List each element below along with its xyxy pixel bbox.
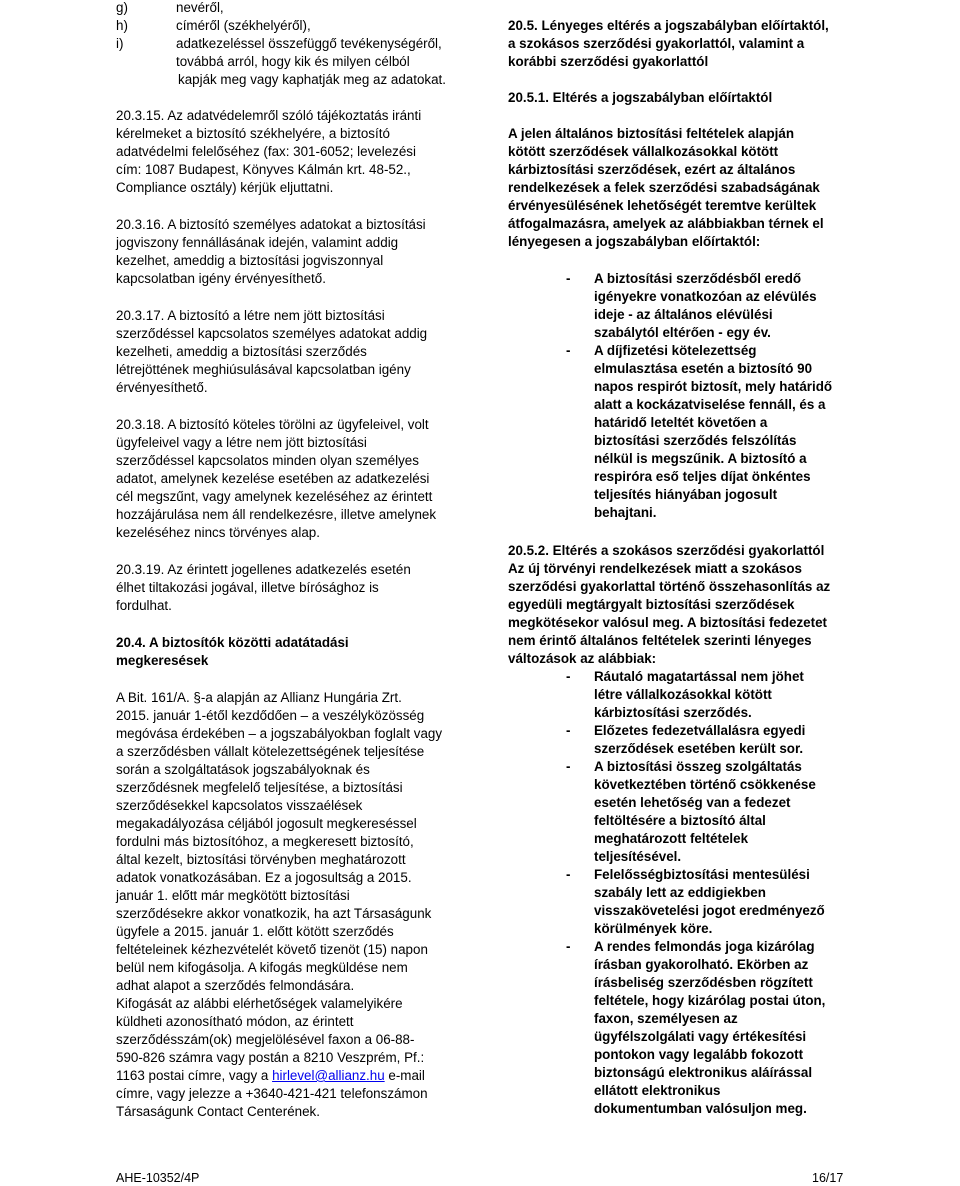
paragraph-line: A jelen általános biztosítási feltételek alapján bbox=[508, 126, 795, 141]
paragraph-line: Compliance osztály) kérjük eljuttatni. bbox=[116, 180, 334, 195]
bullet-line: Ráutaló magatartással nem jöhet bbox=[594, 669, 804, 684]
bullet-line: napos respirót biztosít, mely határidő bbox=[594, 379, 833, 394]
bullet-line: ügyfélszolgálati vagy értékesítési bbox=[594, 1029, 807, 1044]
bullet-dash: - bbox=[566, 343, 571, 358]
paragraph-line: adatok vonatkozásában. Ez a jogosultság a 2015. bbox=[116, 870, 412, 885]
bullet-line: írásban gyakorolható. Ekörben az bbox=[594, 957, 809, 972]
bullet-dash: - bbox=[566, 669, 571, 684]
paragraph-line: szerződéssel kapcsolatos minden olyan személyes bbox=[116, 453, 419, 468]
paragraph-text: 1163 postai címre, vagy a bbox=[116, 1068, 273, 1083]
paragraph-line: 20.3.16. A biztosító személyes adatokat a biztosítási bbox=[116, 217, 426, 232]
paragraph-line: A Bit. 161/A. §-a alapján az Allianz Hungária Zrt. bbox=[116, 690, 402, 705]
paragraph-line: 590-826 számra vagy postán a 8210 Veszprém, Pf.: bbox=[116, 1050, 425, 1065]
list-text: nevéről, bbox=[176, 0, 224, 15]
list-text: címéről (székhelyéről), bbox=[176, 18, 311, 33]
paragraph-line: ügyfele a 2015. január 1. előtt kötött szerződés bbox=[116, 924, 394, 939]
paragraph-line: kezeléséhez nincs törvényes alap. bbox=[116, 525, 320, 540]
bullet-line: esetén lehetőség van a fedezet bbox=[594, 795, 791, 810]
paragraph-line: kezelhet, ameddig a biztosítási jogviszonnyal bbox=[116, 253, 384, 268]
paragraph-line: feltételeinek kézhezvételét követő tizenöt (15) napon bbox=[116, 942, 428, 957]
email-link[interactable]: hirlevel@allianz.hu bbox=[272, 1068, 385, 1083]
paragraph-line: szerződésekre akkor vonatkozik, ha azt Társaságunk bbox=[116, 906, 432, 921]
bullet-line: elmulasztása esetén a biztosító 90 bbox=[594, 361, 813, 376]
bullet-line: teljesítés hiányában jogosult bbox=[594, 487, 778, 502]
bullet-line: ellátott elektronikus bbox=[594, 1083, 721, 1098]
paragraph-line: megóvása érdekében – a jogszabályokban foglalt vagy bbox=[116, 726, 443, 741]
paragraph-text: e-mail bbox=[384, 1068, 425, 1083]
paragraph-line: Társaságunk Contact Centerének. bbox=[116, 1104, 320, 1119]
paragraph-line: élhet tiltakozási jogával, illetve bírósághoz is bbox=[116, 580, 379, 595]
bullet-line: A rendes felmondás joga kizárólag bbox=[594, 939, 815, 954]
bullet-line: kárbiztosítási szerződés. bbox=[594, 705, 752, 720]
bullet-line: A biztosítási összeg szolgáltatás bbox=[594, 759, 802, 774]
paragraph-line: érvényesülésének lehetőségét teremtve kerültek bbox=[508, 198, 817, 213]
bullet-line: feltöltésére a biztosító által bbox=[594, 813, 766, 828]
bullet-dash: - bbox=[566, 867, 571, 882]
bullet-line: következtében történő csökkenése bbox=[594, 777, 816, 792]
list-text: kapják meg vagy kaphatják meg az adatokat. bbox=[178, 72, 446, 87]
paragraph-line: 20.3.18. A biztosító köteles törölni az ügyfeleivel, volt bbox=[116, 417, 429, 432]
paragraph-line: küldheti azonosítható módon, az érintett bbox=[116, 1014, 354, 1029]
paragraph-line: által kezelt, biztosítási törvényben meghatározott bbox=[116, 852, 406, 867]
heading-line: megkeresések bbox=[116, 653, 209, 668]
bullet-line: biztonságú elektronikus aláírással bbox=[594, 1065, 813, 1080]
paragraph-line: szerződésnek megfelelő teljesítése, a biztosítási bbox=[116, 780, 403, 795]
bullet-line: ideje - az általános elévülési bbox=[594, 307, 773, 322]
footer-page-number: 16/17 bbox=[812, 1171, 844, 1185]
paragraph-line: érvényesíthető. bbox=[116, 380, 208, 395]
paragraph-line: fordulni más biztosítóhoz, a megkeresett biztosító, bbox=[116, 834, 414, 849]
heading-line: 20.5. Lényeges eltérés a jogszabályban előírtaktól, bbox=[508, 18, 829, 33]
bullet-line: respiróra eső teljes díjat önkéntes bbox=[594, 469, 811, 484]
paragraph-line: Az új törvényi rendelkezések miatt a szokásos bbox=[508, 561, 802, 576]
paragraph-line: adatvédelmi felelőséhez (fax: 301-6052; levelezési bbox=[116, 144, 416, 159]
paragraph-line: a szerződésben vállalt kötelezettségének teljesítése bbox=[116, 744, 425, 759]
list-mark: i) bbox=[116, 36, 124, 51]
paragraph-line: 20.3.19. Az érintett jogellenes adatkezelés esetén bbox=[116, 562, 411, 577]
list-text: továbbá arról, hogy kik és milyen célból bbox=[176, 54, 410, 69]
paragraph-line: fordulhat. bbox=[116, 598, 172, 613]
bullet-line: Felelősségbiztosítási mentesülési bbox=[594, 867, 810, 882]
paragraph-line: 20.3.17. A biztosító a létre nem jött biztosítási bbox=[116, 308, 385, 323]
paragraph-line: jogviszony fennállásának idején, valamint addig bbox=[116, 235, 399, 250]
bullet-line: Előzetes fedezetvállalásra egyedi bbox=[594, 723, 806, 738]
paragraph-line: Kifogását az alábbi elérhetőségek valamelyikére bbox=[116, 996, 403, 1011]
bullet-line: szerződések esetében került sor. bbox=[594, 741, 804, 756]
paragraph-line: január 1. előtt már megkötött biztosítási bbox=[116, 888, 350, 903]
paragraph-line: hozzájárulása nem áll rendelkezésre, illetve amelynek bbox=[116, 507, 437, 522]
bullet-dash: - bbox=[566, 759, 571, 774]
bullet-line: írásbeliség szerződésben rögzített bbox=[594, 975, 813, 990]
paragraph-line: szerződésekkel kapcsolatos visszaélések bbox=[116, 798, 363, 813]
paragraph-line: kapcsolatban igény érvényesíthető. bbox=[116, 271, 326, 286]
paragraph-line: 2015. január 1-étől kezdődően – a veszélyközösség bbox=[116, 708, 425, 723]
paragraph-line: megkötésekor valósul meg. A biztosítási fedezetet bbox=[508, 615, 827, 630]
paragraph-line: címre, vagy jelezze a +3640-421-421 telefonszámon bbox=[116, 1086, 428, 1101]
bullet-line: igényekre vonatkozóan az elévülés bbox=[594, 289, 817, 304]
paragraph-line: nem érintő általános feltételek szerinti lényeges bbox=[508, 633, 812, 648]
paragraph-line: kérelmeket a biztosító székhelyére, a biztosító bbox=[116, 126, 390, 141]
bullet-line: feltétele, hogy kizárólag postai úton, bbox=[594, 993, 826, 1008]
paragraph-line: kezelheti, ameddig a biztosítási szerződés bbox=[116, 344, 367, 359]
bullet-dash: - bbox=[566, 271, 571, 286]
bullet-line: meghatározott feltételek bbox=[594, 831, 749, 846]
bullet-line: alatt a kockázatviselése fennáll, és a bbox=[594, 397, 826, 412]
paragraph-line: cél megszűnt, vagy amelynek kezeléséhez az érintett bbox=[116, 489, 433, 504]
paragraph-line: ügyfeleivel vagy a létre nem jött biztosítási bbox=[116, 435, 367, 450]
paragraph-line: kötött szerződések vállalkozásokkal kötött bbox=[508, 144, 779, 159]
list-mark: g) bbox=[116, 0, 128, 15]
footer-doc-id: AHE-10352/4P bbox=[116, 1171, 200, 1185]
bullet-line: A díjfizetési kötelezettség bbox=[594, 343, 757, 358]
bullet-dash: - bbox=[566, 723, 571, 738]
paragraph-line: lényegesen a jogszabályban előírtaktól: bbox=[508, 234, 761, 249]
bullet-line: szabály lett az eddigiekben bbox=[594, 885, 766, 900]
paragraph-line: megakadályozása céljából jogosult megkereséssel bbox=[116, 816, 417, 831]
paragraph-line: 20.3.15. Az adatvédelemről szóló tájékoztatás iránti bbox=[116, 108, 422, 123]
paragraph-line: rendelkezések a felek szerződési szabadságának bbox=[508, 180, 820, 195]
paragraph-line: változások az alábbiak: bbox=[508, 651, 657, 666]
paragraph-line: során a szolgáltatások jogszabályoknak és bbox=[116, 762, 370, 777]
bullet-line: pontokon vagy legalább fokozott bbox=[594, 1047, 804, 1062]
heading-line: korábbi szerződési gyakorlattól bbox=[508, 54, 709, 69]
bullet-line: visszakövetelési jogot eredményező bbox=[594, 903, 825, 918]
heading-20-5-1: 20.5.1. Eltérés a jogszabályban előírtaktól bbox=[508, 90, 773, 105]
paragraph-line: kárbiztosítási szerződések, ezért az általános bbox=[508, 162, 796, 177]
bullet-line: behajtani. bbox=[594, 505, 657, 520]
bullet-line: teljesítésével. bbox=[594, 849, 682, 864]
heading-line: a szokásos szerződési gyakorlattól, valamint a bbox=[508, 36, 805, 51]
bullet-line: határidő leteltét követően a bbox=[594, 415, 768, 430]
heading-20-5-2: 20.5.2. Eltérés a szokásos szerződési gyakorlattól bbox=[508, 543, 825, 558]
bullet-dash: - bbox=[566, 939, 571, 954]
bullet-line: dokumentumban valósuljon meg. bbox=[594, 1101, 807, 1116]
list-mark: h) bbox=[116, 18, 128, 33]
paragraph-line: létrejöttének meghiúsulásával kapcsolatban igény bbox=[116, 362, 411, 377]
paragraph-line: belül nem kifogásolja. A kifogás megküldése nem bbox=[116, 960, 408, 975]
paragraph-line: szerződéssel kapcsolatos személyes adatokat addig bbox=[116, 326, 428, 341]
paragraph-line: adatot, amelynek kezelése esetében az adatkezelési bbox=[116, 471, 430, 486]
list-text: adatkezeléssel összefüggő tevékenységéről, bbox=[176, 36, 442, 51]
bullet-line: faxon, személyesen az bbox=[594, 1011, 738, 1026]
paragraph-line: adhat alapot a szerződés felmondására. bbox=[116, 978, 355, 993]
paragraph-line: egyedüli megtárgyalt biztosítási szerződések bbox=[508, 597, 795, 612]
bullet-line: szabálytól eltérően - egy év. bbox=[594, 325, 771, 340]
bullet-line: létre vállalkozásokkal kötött bbox=[594, 687, 772, 702]
paragraph-line: szerződésszám(ok) megjelölésével faxon a 06-88- bbox=[116, 1032, 415, 1047]
bullet-line: A biztosítási szerződésből eredő bbox=[594, 271, 802, 286]
paragraph-line: szerződési gyakorlattal történő összehasonlítás az bbox=[508, 579, 831, 594]
paragraph-line bbox=[116, 1067, 425, 1085]
heading-line: 20.4. A biztosítók közötti adatátadási bbox=[116, 635, 349, 650]
bullet-line: biztosítási szerződés felszólítás bbox=[594, 433, 797, 448]
bullet-line: körülmények köre. bbox=[594, 921, 713, 936]
paragraph-line: átfogalmazásra, amelyek az alábbiakban térnek el bbox=[508, 216, 824, 231]
bullet-line: nélkül is megszűnik. A biztosító a bbox=[594, 451, 807, 466]
paragraph-line: cím: 1087 Budapest, Könyves Kálmán krt. 48-52., bbox=[116, 162, 411, 177]
